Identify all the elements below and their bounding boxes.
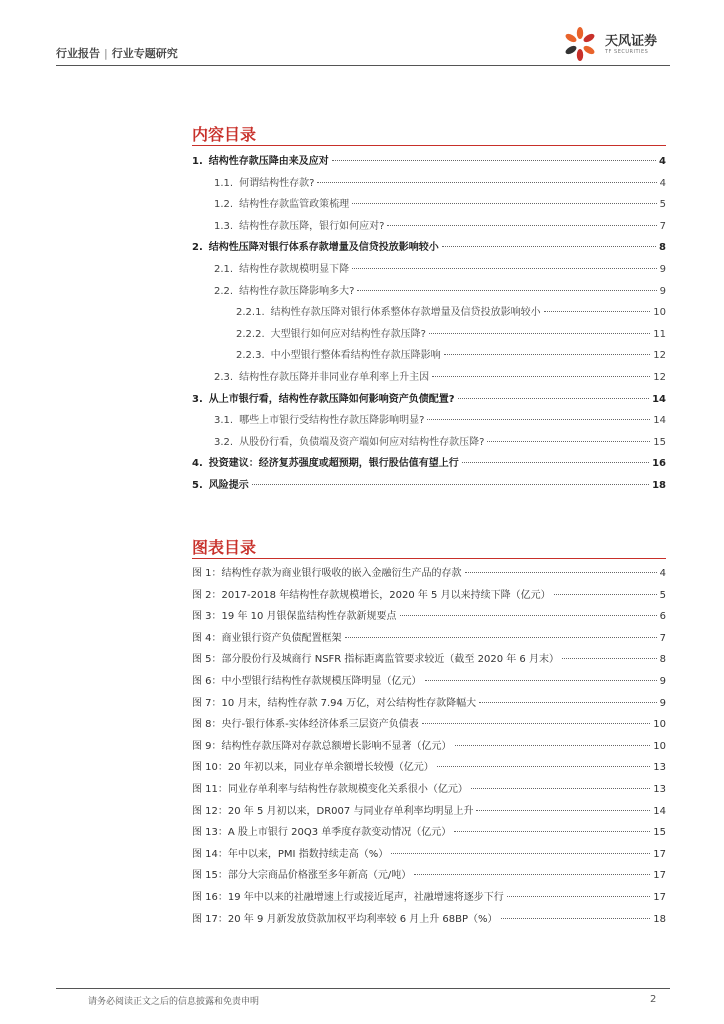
figure-entry-page: 17 xyxy=(653,870,666,881)
toc-entry-page: 18 xyxy=(652,480,666,491)
toc-entry-text: 从上市银行看，结构性存款压降如何影响资产负债配置? xyxy=(208,394,455,405)
figure-entry-page: 17 xyxy=(653,892,666,903)
toc-entry-page: 4 xyxy=(659,156,666,167)
toc-entry[interactable] xyxy=(192,346,666,362)
figure-entry-text: 图 4：商业银行资产负债配置框架 xyxy=(192,633,342,644)
toc-entry-number: 5. xyxy=(192,480,203,491)
toc-entry-text: 从股份行看，负债端及资产端如何应对结构性存款压降? xyxy=(239,437,485,448)
header-category: 行业报告 xyxy=(56,47,100,60)
toc-entry-number: 1.2. xyxy=(214,199,234,210)
toc-entry[interactable] xyxy=(192,368,666,384)
toc-leader-dots xyxy=(544,311,651,312)
figure-entry-page: 5 xyxy=(659,590,666,601)
figure-leader-dots xyxy=(476,810,650,811)
figure-leader-dots xyxy=(455,745,651,746)
toc-entry-text: 结构性存款监管政策梳理 xyxy=(239,199,350,210)
figures-title-rule xyxy=(192,558,666,559)
toc-entry-text: 结构性存款压降由来及应对 xyxy=(208,156,329,167)
toc-leader-dots xyxy=(442,246,656,247)
figure-entry-text: 图 13：A 股上市银行 20Q3 单季度存款变动情况（亿元） xyxy=(192,827,452,838)
figure-entry-page: 13 xyxy=(653,762,666,773)
figure-leader-dots xyxy=(507,896,650,897)
toc-entry-number: 3.1. xyxy=(214,415,234,426)
figure-entry-page: 13 xyxy=(653,784,666,795)
header-breadcrumb xyxy=(56,45,178,61)
toc-entry-page: 8 xyxy=(659,242,666,253)
toc-entry-text: 大型银行如何应对结构性存款压降? xyxy=(270,329,426,340)
toc-entry[interactable] xyxy=(192,195,666,211)
toc-entry-number: 1.1. xyxy=(214,178,234,189)
figure-entry-text: 图 1：结构性存款为商业银行吸收的嵌入金融衍生产品的存款 xyxy=(192,568,462,579)
page-number: 2 xyxy=(650,994,657,1005)
toc-entry-number: 3.2. xyxy=(214,437,234,448)
toc-entry-page: 12 xyxy=(653,350,666,361)
figure-entry-text: 图 12：20 年 5 月初以来，DR007 与同业存单利率均明显上升 xyxy=(192,806,474,817)
toc-leader-dots xyxy=(357,290,656,291)
figure-leader-dots xyxy=(422,723,651,724)
toc-title-rule xyxy=(192,145,666,146)
figure-entry[interactable] xyxy=(192,629,666,645)
toc-entry[interactable] xyxy=(192,411,666,427)
toc-entry[interactable] xyxy=(192,454,666,470)
toc-entry-page: 9 xyxy=(659,264,666,275)
figure-leader-dots xyxy=(400,615,657,616)
figure-entry-page: 10 xyxy=(653,741,666,752)
toc-entry-number: 3. xyxy=(192,394,203,405)
toc-entry-text: 哪些上市银行受结构性存款压降影响明显? xyxy=(239,415,425,426)
figure-leader-dots xyxy=(471,788,650,789)
figure-entry[interactable] xyxy=(192,866,666,882)
figure-entry[interactable] xyxy=(192,823,666,839)
figure-leader-dots xyxy=(454,831,650,832)
figure-entry-text: 图 3：19 年 10 月银保监结构性存款新规要点 xyxy=(192,611,397,622)
toc-entry-number: 4. xyxy=(192,458,203,469)
toc-leader-dots xyxy=(458,398,650,399)
figure-entry-text: 图 15：部分大宗商品价格涨至多年新高（元/吨） xyxy=(192,870,412,881)
toc-entry[interactable] xyxy=(192,433,666,449)
toc-entry-page: 14 xyxy=(652,394,666,405)
toc-entry-number: 2.2.2. xyxy=(236,329,265,340)
toc-entry[interactable] xyxy=(192,260,666,276)
figure-entry-page: 4 xyxy=(659,568,666,579)
toc-leader-dots xyxy=(427,419,650,420)
toc-entry-number: 2.2.1. xyxy=(236,307,265,318)
toc-leader-dots xyxy=(352,268,657,269)
logo-subtext: TF SECURITIES xyxy=(605,49,649,55)
figure-entry-text: 图 2：2017-2018 年结构性存款规模增长，2020 年 5 月以来持续下降（亿元） xyxy=(192,590,551,601)
figure-entry-page: 6 xyxy=(659,611,666,622)
figure-entry-text: 图 10：20 年初以来，同业存单余额增长较慢（亿元） xyxy=(192,762,434,773)
toc-leader-dots xyxy=(432,376,650,377)
toc-leader-dots xyxy=(317,182,656,183)
toc-entry-page: 10 xyxy=(653,307,666,318)
figure-entry-page: 17 xyxy=(653,849,666,860)
figure-leader-dots xyxy=(414,874,650,875)
toc-entry-number: 2. xyxy=(192,242,203,253)
figure-entry-text: 图 9：结构性存款压降对存款总额增长影响不显著（亿元） xyxy=(192,741,452,752)
toc-entry[interactable] xyxy=(192,476,666,492)
toc-entry-number: 2.3. xyxy=(214,372,234,383)
figure-entry[interactable] xyxy=(192,888,666,904)
toc-entry[interactable] xyxy=(192,390,666,406)
toc-entry-text: 何谓结构性存款? xyxy=(239,178,315,189)
figure-leader-dots xyxy=(554,594,657,595)
figure-entry[interactable] xyxy=(192,845,666,861)
figure-leader-dots xyxy=(345,637,657,638)
figure-leader-dots xyxy=(501,918,651,919)
figure-entry[interactable] xyxy=(192,672,666,688)
figure-entry-page: 18 xyxy=(653,914,666,925)
figure-entry-page: 9 xyxy=(659,676,666,687)
figure-entry[interactable] xyxy=(192,650,666,666)
figure-entry-text: 图 17：20 年 9 月新发放贷款加权平均利率较 6 月上升 68BP（%） xyxy=(192,914,498,925)
figure-entry-text: 图 16：19 年中以来的社融增速上行或接近尾声，社融增速将逐步下行 xyxy=(192,892,504,903)
header-divider xyxy=(56,65,670,66)
toc-entry-page: 12 xyxy=(653,372,666,383)
figure-leader-dots xyxy=(437,766,650,767)
toc-entry-page: 16 xyxy=(652,458,666,469)
toc-entry-text: 结构性存款压降，银行如何应对? xyxy=(239,221,385,232)
toc-entry-text: 结构性存款规模明显下降 xyxy=(239,264,350,275)
toc-entry-number: 1.3. xyxy=(214,221,234,232)
toc-entry[interactable] xyxy=(192,303,666,319)
figure-entry-page: 9 xyxy=(659,698,666,709)
toc-entry-text: 投资建议：经济复苏强度或超预期，银行股估值有望上行 xyxy=(208,458,459,469)
toc-entry[interactable] xyxy=(192,174,666,190)
toc-entry[interactable] xyxy=(192,325,666,341)
toc-entry[interactable] xyxy=(192,152,666,168)
figure-entry-text: 图 11：同业存单利率与结构性存款规模变化关系很小（亿元） xyxy=(192,784,468,795)
figure-leader-dots xyxy=(425,680,657,681)
toc-entry-page: 14 xyxy=(653,415,666,426)
toc-leader-dots xyxy=(444,354,651,355)
toc-entry-page: 7 xyxy=(659,221,666,232)
toc-entry[interactable] xyxy=(192,282,666,298)
toc-entry-text: 结构性存款压降影响多大? xyxy=(239,286,355,297)
toc-entry-number: 2.1. xyxy=(214,264,234,275)
toc-entry-text: 结构性压降对银行体系存款增量及信贷投放影响较小 xyxy=(208,242,439,253)
figure-entry[interactable] xyxy=(192,694,666,710)
toc-entry-page: 4 xyxy=(659,178,666,189)
toc-leader-dots xyxy=(332,160,656,161)
figure-entry-page: 10 xyxy=(653,719,666,730)
toc-entry-number: 1. xyxy=(192,156,203,167)
figure-entry-text: 图 5：部分股份行及城商行 NSFR 指标距离监管要求较近（截至 2020 年 6 月末） xyxy=(192,654,559,665)
toc-leader-dots xyxy=(429,333,650,334)
figure-leader-dots xyxy=(562,658,657,659)
toc-entry-page: 11 xyxy=(653,329,666,340)
toc-entry-page: 9 xyxy=(659,286,666,297)
toc-entry-text: 结构性存款压降对银行体系整体存款增量及信贷投放影响较小 xyxy=(270,307,541,318)
footer-disclaimer: 请务必阅读正文之后的信息披露和免责申明 xyxy=(88,997,260,1007)
figure-entry[interactable] xyxy=(192,758,666,774)
figure-entry-text: 图 7：10 月末，结构性存款 7.94 万亿，对公结构性存款降幅大 xyxy=(192,698,477,709)
figure-entry-text: 图 14：年中以来，PMI 指数持续走高（%） xyxy=(192,849,389,860)
figure-entry-page: 7 xyxy=(659,633,666,644)
toc-title: 内容目录 xyxy=(192,125,257,144)
toc-leader-dots xyxy=(352,203,657,204)
toc-entry-page: 5 xyxy=(659,199,666,210)
figure-entry[interactable] xyxy=(192,737,666,753)
figure-entry[interactable] xyxy=(192,910,666,926)
figure-leader-dots xyxy=(479,702,657,703)
toc-leader-dots xyxy=(252,484,649,485)
figure-entry[interactable] xyxy=(192,715,666,731)
toc-entry[interactable] xyxy=(192,238,666,254)
toc-entry-text: 中小型银行整体看结构性存款压降影响 xyxy=(270,350,441,361)
header-subcategory: 行业专题研究 xyxy=(111,47,178,60)
toc-leader-dots xyxy=(462,462,649,463)
footer-divider xyxy=(56,988,670,989)
figure-entry[interactable] xyxy=(192,586,666,602)
toc-leader-dots xyxy=(487,441,650,442)
figure-entry-page: 14 xyxy=(653,806,666,817)
toc-leader-dots xyxy=(387,225,656,226)
figure-entry[interactable] xyxy=(192,607,666,623)
toc-entry-page: 15 xyxy=(653,437,666,448)
header-separator: | xyxy=(104,47,108,60)
figure-entry[interactable] xyxy=(192,564,666,580)
figure-entry-text: 图 8：央行-银行体系-实体经济体系三层资产负债表 xyxy=(192,719,419,730)
toc-entry[interactable] xyxy=(192,217,666,233)
figures-title: 图表目录 xyxy=(192,538,257,557)
logo-text: 天风证券 xyxy=(605,34,658,49)
toc-entry-text: 风险提示 xyxy=(208,480,249,491)
figure-leader-dots xyxy=(465,572,657,573)
figure-entry-page: 8 xyxy=(659,654,666,665)
toc-entry-number: 2.2. xyxy=(214,286,234,297)
figure-entry[interactable] xyxy=(192,780,666,796)
figure-entry-text: 图 6：中小型银行结构性存款规模压降明显（亿元） xyxy=(192,676,422,687)
figure-entry-page: 15 xyxy=(653,827,666,838)
toc-entry-text: 结构性存款压降并非同业存单利率上升主因 xyxy=(239,372,430,383)
toc-entry-number: 2.2.3. xyxy=(236,350,265,361)
figure-leader-dots xyxy=(391,853,650,854)
figure-entry[interactable] xyxy=(192,802,666,818)
